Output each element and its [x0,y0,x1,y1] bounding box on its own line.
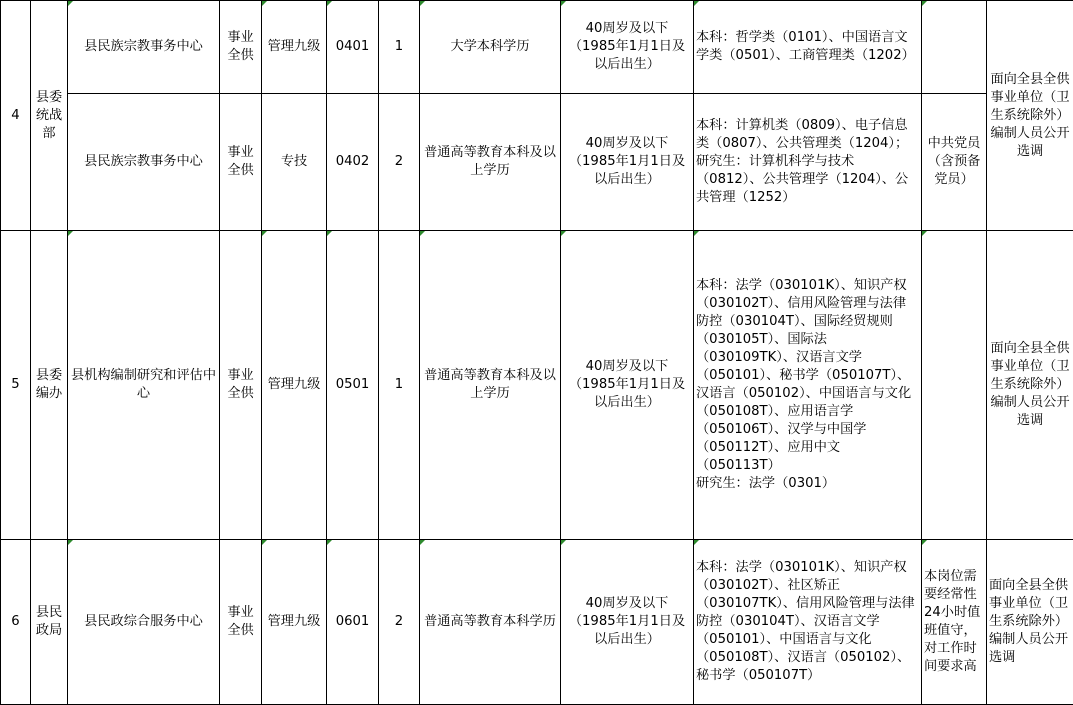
scope-cell: 面向全县全供事业单位（卫生系统除外）编制人员公开选调 [987,540,1073,705]
other-requirements-cell [922,231,987,540]
major-cell: 本科：计算机类（0809）、电子信息类（0807）、公共管理类（1204）； 研究生：计算机科学与技术（0812）、公共管理学（1204）、公共管理（1252） [694,94,922,231]
position-level-cell: 管理九级 [262,231,327,540]
education-cell: 普通高等教育本科学历 [420,540,561,705]
department-cell: 县民政局 [31,540,68,705]
headcount-cell: 1 [379,231,420,540]
position-level-cell: 专技 [262,94,327,231]
scope-cell: 面向全县全供事业单位（卫生系统除外）编制人员公开选调 [987,231,1073,540]
department-cell: 县委编办 [31,231,68,540]
other-requirements-cell [922,1,987,94]
age-cell: 40周岁及以下（1985年1月1日及以后出生） [561,231,694,540]
position-code-cell: 0401 [327,1,379,94]
headcount-cell: 2 [379,94,420,231]
education-cell: 普通高等教育本科及以上学历 [420,94,561,231]
position-level-cell: 管理九级 [262,540,327,705]
table-row [1,94,1073,231]
table-row [1,1,1073,94]
department-cell: 县委统战部 [31,1,68,231]
other-requirements-cell: 中共党员（含预备党员） [922,94,987,231]
major-cell: 本科：法学（030101K）、知识产权（030102T）、信用风险管理与法律防控（030104T）、国际经贸规则（030105T）、国际法（030109TK）、汉语言文学（050101）、秘书学（050107T）、汉语言（050102）、中国语言与文化（050108T）、应用语言学（050106T）、汉学与中国学（050112T）、应用中文（050113T） 研究生：法学（0301） [694,231,922,540]
row-number: 4 [1,1,31,231]
position-code-cell: 0601 [327,540,379,705]
funding-cell: 事业全供 [220,231,262,540]
age-cell: 40周岁及以下（1985年1月1日及以后出生） [561,540,694,705]
headcount-cell: 1 [379,1,420,94]
unit-cell: 县机构编制研究和评估中心 [68,231,220,540]
funding-cell: 事业全供 [220,540,262,705]
education-cell: 大学本科学历 [420,1,561,94]
major-cell: 本科：法学（030101K）、知识产权（030102T）、社区矫正（030107TK）、信用风险管理与法律防控（030104T）、汉语言文学（050101）、中国语言与文化（050108T）、汉语言（050102）、秘书学（050107T） [694,540,922,705]
age-cell: 40周岁及以下（1985年1月1日及以后出生） [561,94,694,231]
unit-cell: 县民政综合服务中心 [68,540,220,705]
funding-cell: 事业全供 [220,94,262,231]
row-number: 6 [1,540,31,705]
table-row [1,540,1073,705]
position-level-cell: 管理九级 [262,1,327,94]
unit-cell: 县民族宗教事务中心 [68,94,220,231]
major-cell: 本科：哲学类（0101）、中国语言文学类（0501）、工商管理类（1202） [694,1,922,94]
scope-cell: 面向全县全供事业单位（卫生系统除外）编制人员公开选调 [987,1,1073,231]
other-requirements-cell: 本岗位需要经常性24小时值班值守，对工作时间要求高 [922,540,987,705]
age-cell: 40周岁及以下（1985年1月1日及以后出生） [561,1,694,94]
education-cell: 普通高等教育本科及以上学历 [420,231,561,540]
unit-cell: 县民族宗教事务中心 [68,1,220,94]
table-row [1,231,1073,540]
row-number: 5 [1,231,31,540]
funding-cell: 事业全供 [220,1,262,94]
headcount-cell: 2 [379,540,420,705]
position-code-cell: 0402 [327,94,379,231]
position-code-cell: 0501 [327,231,379,540]
